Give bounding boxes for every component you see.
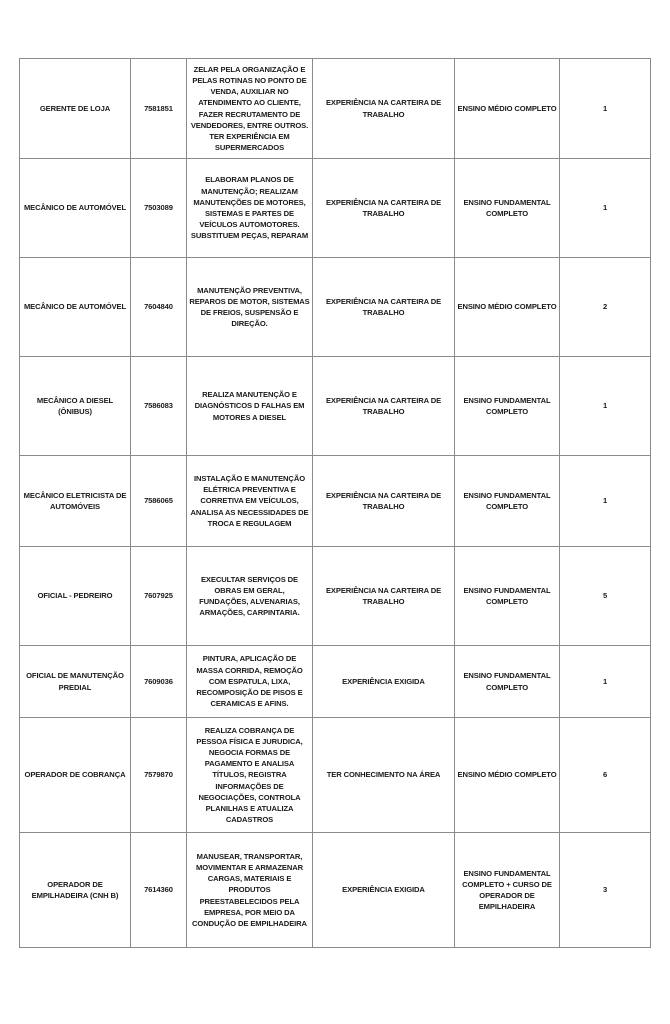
job-code: 7503089 xyxy=(131,159,187,258)
job-openings-count: 1 xyxy=(560,59,651,159)
job-openings-count: 1 xyxy=(560,646,651,718)
job-description: REALIZA COBRANÇA DE PESSOA FÍSICA E JURUDICA, NEGOCIA FORMAS DE PAGAMENTO E ANALISA TÍTULOS, REGISTRA INFORMAÇÕES DE NEGOCIAÇÕES, CONTROLA PLANILHAS E ATUALIZA CADASTROS xyxy=(187,718,313,833)
table-row xyxy=(20,547,651,646)
job-openings-count: 3 xyxy=(560,833,651,948)
table-row xyxy=(20,159,651,258)
job-code: 7609036 xyxy=(131,646,187,718)
job-education: ENSINO FUNDAMENTAL COMPLETO xyxy=(455,357,560,456)
job-code: 7607925 xyxy=(131,547,187,646)
job-title: MECÂNICO A DIESEL (ÔNIBUS) xyxy=(20,357,131,456)
job-code: 7579870 xyxy=(131,718,187,833)
table-row xyxy=(20,646,651,718)
job-title: OFICIAL DE MANUTENÇÃO PREDIAL xyxy=(20,646,131,718)
job-education: ENSINO FUNDAMENTAL COMPLETO xyxy=(455,456,560,547)
table-row xyxy=(20,718,651,833)
job-education: ENSINO MÉDIO COMPLETO xyxy=(455,718,560,833)
job-code: 7586083 xyxy=(131,357,187,456)
job-title: MECÂNICO DE AUTOMÓVEL xyxy=(20,258,131,357)
job-education: ENSINO MÉDIO COMPLETO xyxy=(455,258,560,357)
job-experience: EXPERIÊNCIA EXIGIDA xyxy=(313,646,455,718)
job-openings-count: 1 xyxy=(560,159,651,258)
table-row xyxy=(20,59,651,159)
job-experience: EXPERIÊNCIA NA CARTEIRA DE TRABALHO xyxy=(313,456,455,547)
job-description: INSTALAÇÃO E MANUTENÇÃO ELÉTRICA PREVENTIVA E CORRETIVA EM VEÍCULOS, ANALISA AS NECESSIDADES DE TROCA E REGULAGEM xyxy=(187,456,313,547)
job-openings-count: 5 xyxy=(560,547,651,646)
job-experience: EXPERIÊNCIA NA CARTEIRA DE TRABALHO xyxy=(313,357,455,456)
job-code: 7586065 xyxy=(131,456,187,547)
job-description: ZELAR PELA ORGANIZAÇÃO E PELAS ROTINAS NO PONTO DE VENDA, AUXILIAR NO ATENDIMENTO AO CLIENTE, FAZER RECRUTAMENTO DE VENDEDORES, ENTRE OUTROS. TER EXPERIÊNCIA EM SUPERMERCADOS xyxy=(187,59,313,159)
job-openings-count: 1 xyxy=(560,456,651,547)
job-experience: EXPERIÊNCIA NA CARTEIRA DE TRABALHO xyxy=(313,547,455,646)
job-description: MANUSEAR, TRANSPORTAR, MOVIMENTAR E ARMAZENAR CARGAS, MATERIAIS E PRODUTOS PREESTABELECIDOS PELA EMPRESA, POR MEIO DA CONDUÇÃO DE EMPILHADEIRA xyxy=(187,833,313,948)
job-title: MECÂNICO ELETRICISTA DE AUTOMÓVEIS xyxy=(20,456,131,547)
job-title: GERENTE DE LOJA xyxy=(20,59,131,159)
job-openings-count: 1 xyxy=(560,357,651,456)
job-description: PINTURA, APLICAÇÃO DE MASSA CORRIDA, REMOÇÃO COM ESPATULA, LIXA, RECOMPOSIÇÃO DE PISOS E CERAMICAS E AFINS. xyxy=(187,646,313,718)
job-description: REALIZA MANUTENÇÃO E DIAGNÓSTICOS D FALHAS EM MOTORES A DIESEL xyxy=(187,357,313,456)
job-education: ENSINO FUNDAMENTAL COMPLETO xyxy=(455,646,560,718)
job-experience: EXPERIÊNCIA NA CARTEIRA DE TRABALHO xyxy=(313,258,455,357)
job-education: ENSINO FUNDAMENTAL COMPLETO + CURSO DE OPERADOR DE EMPILHADEIRA xyxy=(455,833,560,948)
job-experience: EXPERIÊNCIA NA CARTEIRA DE TRABALHO xyxy=(313,159,455,258)
table-row xyxy=(20,357,651,456)
job-title: OFICIAL - PEDREIRO xyxy=(20,547,131,646)
job-education: ENSINO MÉDIO COMPLETO xyxy=(455,59,560,159)
job-code: 7604840 xyxy=(131,258,187,357)
job-experience: TER CONHECIMENTO NA ÁREA xyxy=(313,718,455,833)
job-title: MECÂNICO DE AUTOMÓVEL xyxy=(20,159,131,258)
job-openings-count: 6 xyxy=(560,718,651,833)
job-code: 7581851 xyxy=(131,59,187,159)
job-description: ELABORAM PLANOS DE MANUTENÇÃO; REALIZAM MANUTENÇÕES DE MOTORES, SISTEMAS E PARTES DE VEÍCULOS AUTOMOTORES. SUBSTITUEM PEÇAS, REPARAM xyxy=(187,159,313,258)
job-education: ENSINO FUNDAMENTAL COMPLETO xyxy=(455,547,560,646)
job-title: OPERADOR DE COBRANÇA xyxy=(20,718,131,833)
job-description: EXECULTAR SERVIÇOS DE OBRAS EM GERAL, FUNDAÇÕES, ALVENARIAS, ARMAÇÕES, CARPINTARIA. xyxy=(187,547,313,646)
job-description: MANUTENÇÃO PREVENTIVA, REPAROS DE MOTOR, SISTEMAS DE FREIOS, SUSPENSÃO E DIREÇÃO. xyxy=(187,258,313,357)
job-openings-table xyxy=(19,58,651,948)
job-openings-count: 2 xyxy=(560,258,651,357)
table-row xyxy=(20,258,651,357)
table-row xyxy=(20,833,651,948)
job-experience: EXPERIÊNCIA EXIGIDA xyxy=(313,833,455,948)
job-experience: EXPERIÊNCIA NA CARTEIRA DE TRABALHO xyxy=(313,59,455,159)
table-row xyxy=(20,456,651,547)
job-education: ENSINO FUNDAMENTAL COMPLETO xyxy=(455,159,560,258)
job-code: 7614360 xyxy=(131,833,187,948)
job-title: OPERADOR DE EMPILHADEIRA (CNH B) xyxy=(20,833,131,948)
